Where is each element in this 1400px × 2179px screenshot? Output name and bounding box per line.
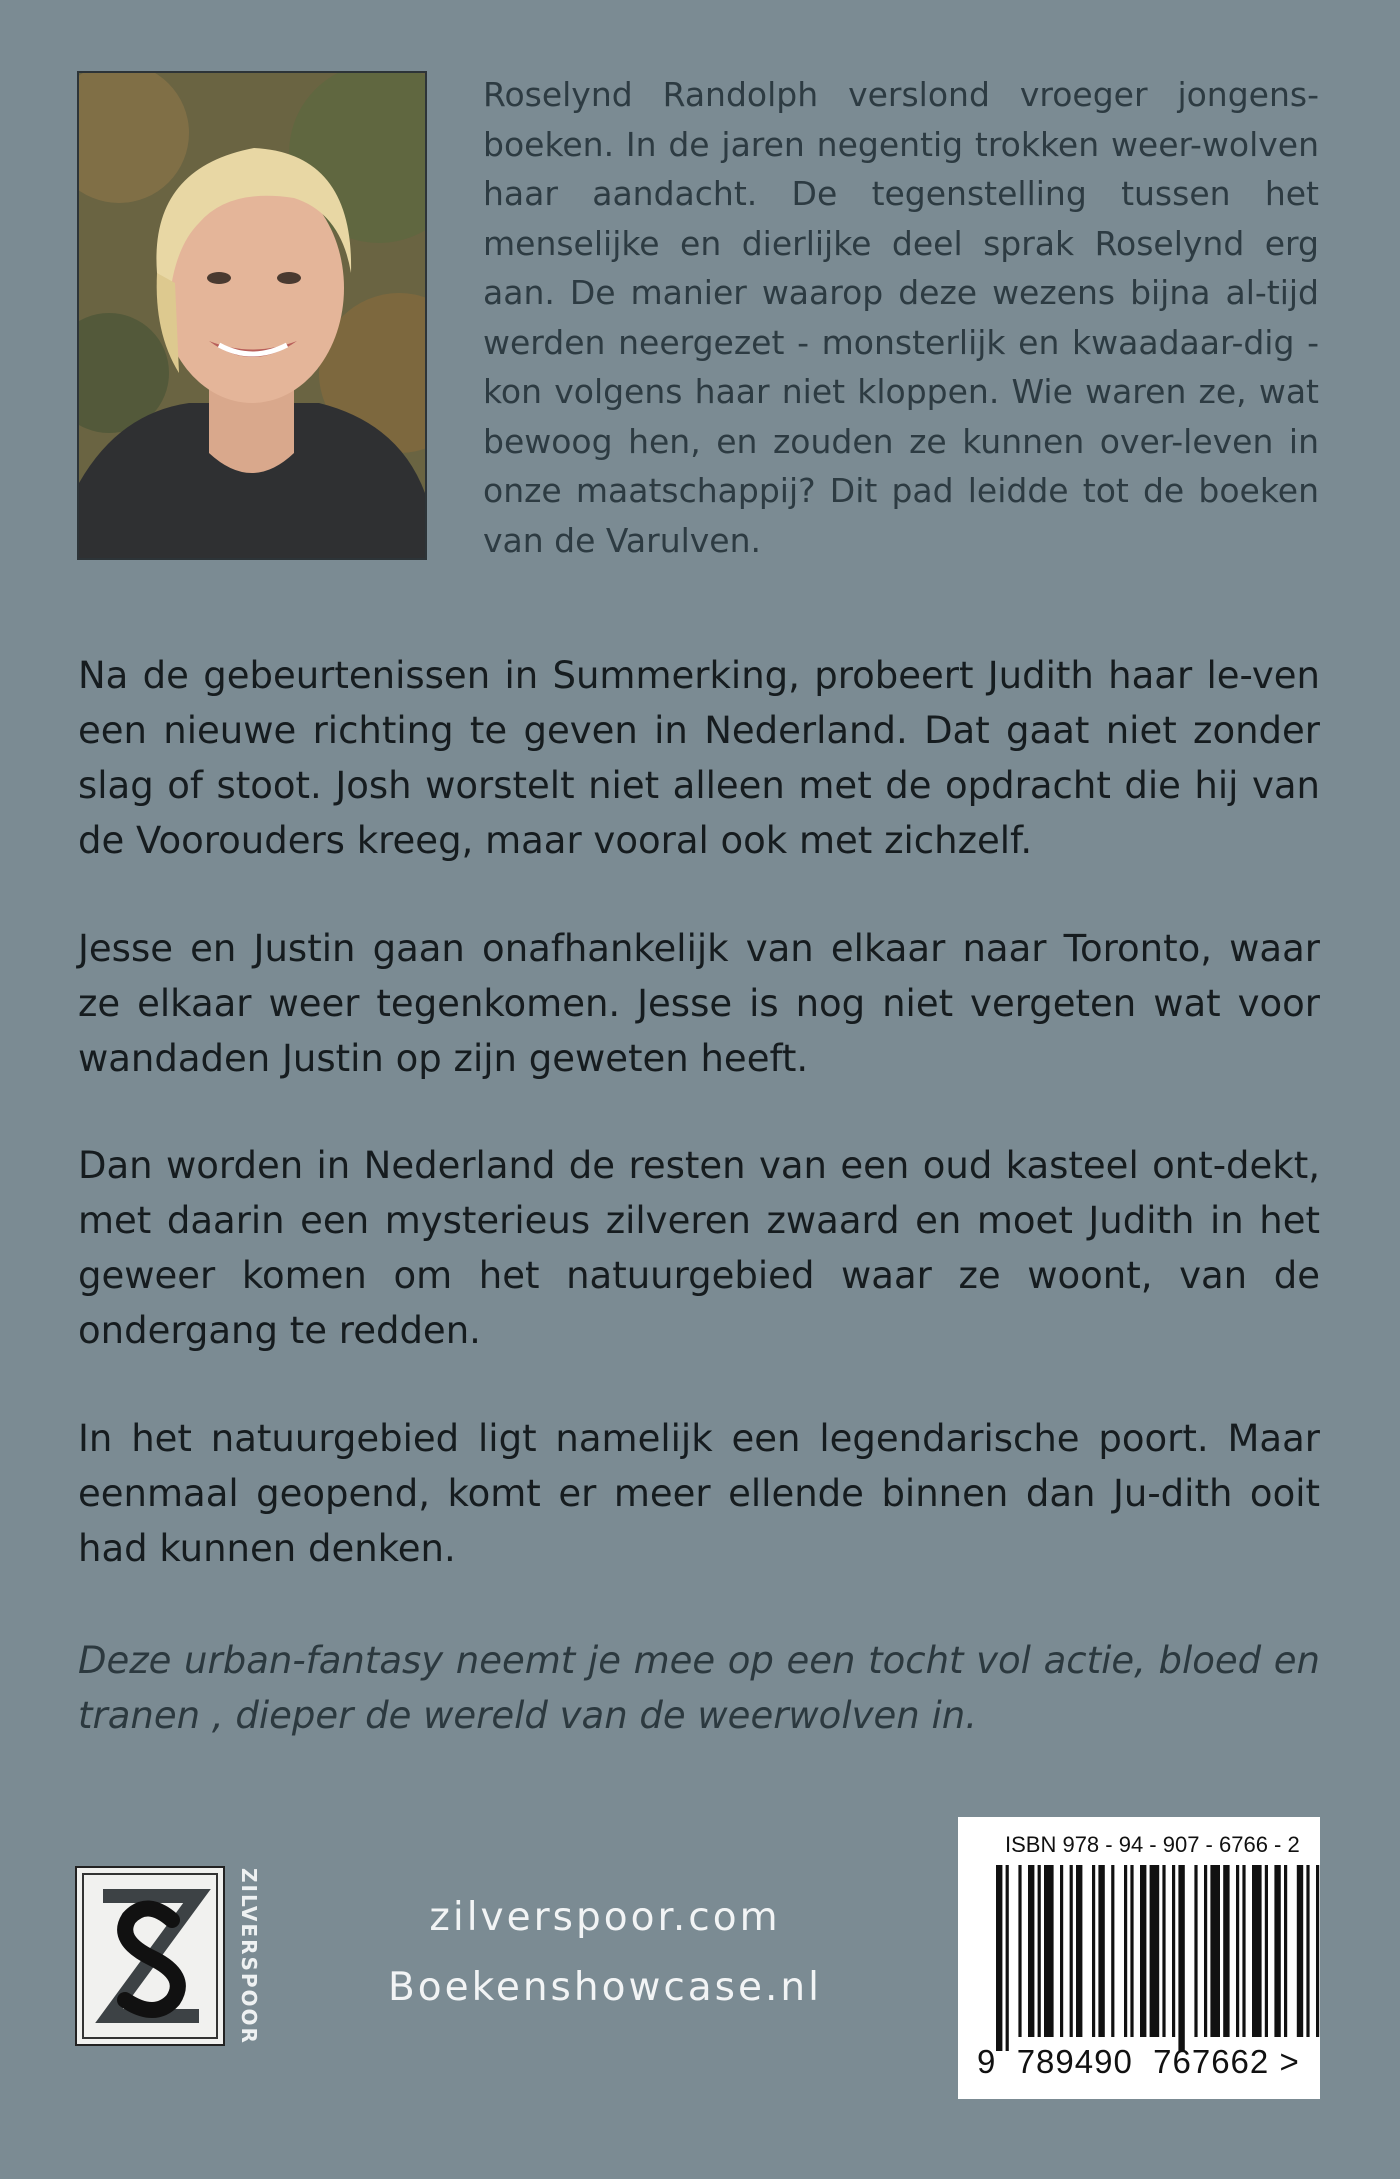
publisher-logo: [75, 1866, 225, 2046]
barcode-bar: [1265, 1865, 1268, 2037]
barcode-bar: [1252, 1865, 1262, 2037]
barcode-bar: [1236, 1865, 1239, 2037]
barcode-bar: [1242, 1865, 1245, 2037]
isbn-number: 9 789490 767662: [977, 2043, 1270, 2080]
barcode-bar: [1223, 1865, 1229, 2037]
blurb-paragraph-3: Dan worden in Nederland de resten van een oud kasteel ont-dekt, met daarin een mysterieus zilveren zwaard en moet Judith in het geweer komen om het natuurgebied waar ze woont, van de ondergang te redden.: [78, 1144, 1320, 1352]
showcase-website[interactable]: Boekenshowcase.nl: [388, 1965, 822, 2010]
barcode-bar: [1070, 1865, 1073, 2037]
barcode-bar: [1124, 1865, 1127, 2037]
barcode-bar: [1092, 1865, 1095, 2037]
barcode-bar: [1306, 1865, 1309, 2037]
barcode-bar: [1178, 1865, 1184, 2051]
barcode-bar: [1044, 1865, 1054, 2037]
barcode-bar: [1130, 1865, 1133, 2037]
barcode-bar: [1162, 1865, 1165, 2037]
barcode-bar: [1018, 1865, 1021, 2037]
blurb-paragraph-2: Jesse en Justin gaan onafhankelijk van elkaar naar Toronto, waar ze elkaar weer tegenkomen. Jesse is nog niet vergeten wat voor wandaden Justin op zijn geweten heeft.: [78, 927, 1320, 1080]
barcode-bar: [1076, 1865, 1082, 2037]
blurb-paragraph-1: Na de gebeurtenissen in Summerking, probeert Judith haar le-ven een nieuwe richting te geven in Nederland. Dat gaat niet zonder slag of stoot. Josh worstelt niet alleen met de opdracht die hij van de Voorouders kreeg, maar vooral ook met zichzelf.: [78, 654, 1320, 862]
barcode-bar: [996, 1865, 1002, 2051]
blurb-paragraph-4: In het natuurgebied ligt namelijk een legendarische poort. Maar eenmaal geopend, komt er meer ellende binnen dan Ju-dith ooit had kunnen denken.: [78, 1417, 1320, 1570]
barcode-bar: [1194, 1865, 1197, 2037]
barcode-bar: [1297, 1865, 1303, 2037]
barcode-bar: [1028, 1865, 1034, 2037]
publisher-website[interactable]: zilverspoor.com: [429, 1895, 781, 1940]
tagline: Deze urban-fantasy neemt je mee op een tocht vol actie, bloed en tranen , dieper de wereld van de weerwolven in.: [78, 1639, 1320, 1737]
author-bio: Roselynd Randolph verslond vroeger jongens-boeken. In de jaren negentig trokken weer-wolven haar aandacht. De tegenstelling tussen het menselijke en dierlijke deel sprak Roselynd erg aan. De manier waarop deze wezens bijna al-tijd werden neergezet - monsterlijk en kwaadaar-dig - kon volgens haar niet kloppen. Wie waren ze, wat bewoog hen, en zouden ze kunnen over-leven in onze maatschappij? Dit pad leidde tot de boeken van de Varulven.: [483, 75, 1319, 560]
barcode-bar: [1038, 1865, 1041, 2037]
barcode-bar: [1111, 1865, 1114, 2037]
barcode-bar: [1172, 1865, 1175, 2037]
author-photo: [77, 71, 427, 560]
barcode-bar: [1316, 1865, 1319, 2037]
barcode-bar: [1060, 1865, 1063, 2037]
barcode-bar: [1274, 1865, 1280, 2037]
barcode-bar: [1284, 1865, 1287, 2037]
barcode-bar: [1150, 1865, 1160, 2037]
barcode-bar: [1006, 1865, 1009, 2051]
isbn-label: ISBN 978 - 94 - 907 - 6766 - 2: [1005, 1832, 1300, 1857]
isbn-arrow: >: [1279, 2043, 1300, 2080]
barcode-bar: [1140, 1865, 1146, 2037]
barcode-bar: [1210, 1865, 1220, 2037]
isbn-digits: [977, 2043, 1307, 2081]
barcode-bar: [1098, 1865, 1104, 2037]
barcode-bar: [1204, 1865, 1207, 2037]
publisher-name: ZILVERSPOOR: [237, 1867, 261, 2045]
